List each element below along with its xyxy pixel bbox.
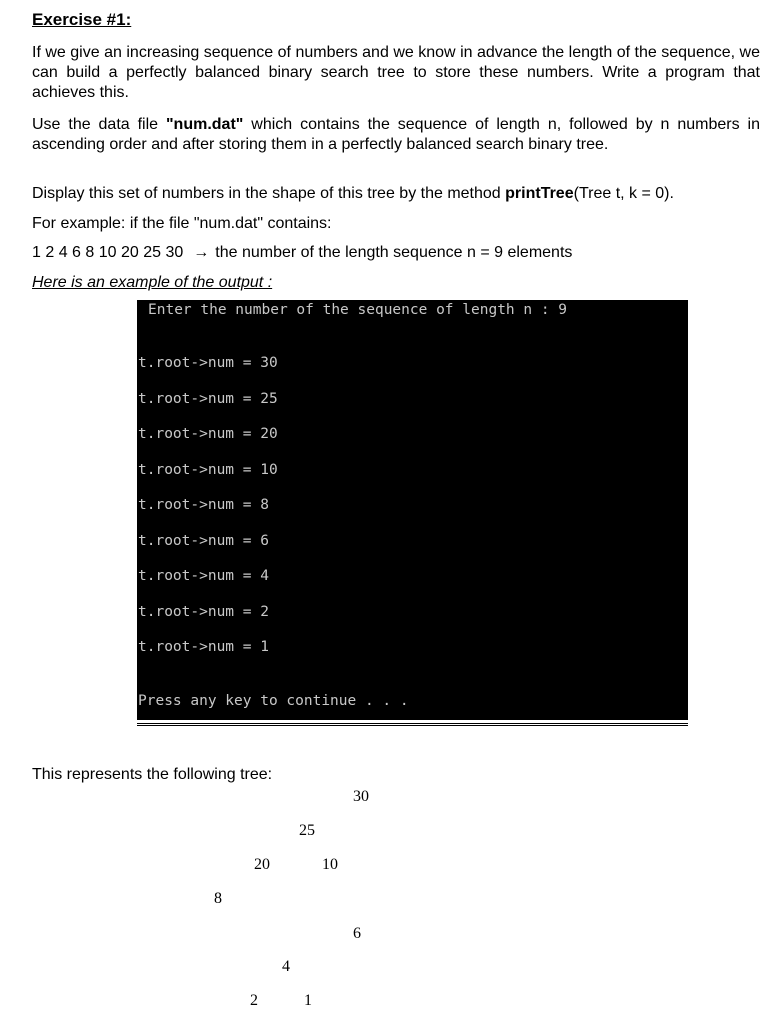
tree-node: 4 <box>282 958 290 975</box>
tree-caption: This represents the following tree: <box>32 766 273 783</box>
example-line: For example: if the file "num.dat" contains: <box>32 215 332 232</box>
console-line: t.root->num = 6 <box>138 533 269 549</box>
console-line: t.root->num = 2 <box>138 604 269 620</box>
display-instruction <box>32 184 674 204</box>
method-name: printTree <box>505 185 574 202</box>
method-signature: (Tree t, k = 0). <box>573 185 674 202</box>
data-file-name: "num.dat" <box>165 116 244 133</box>
console-output <box>137 300 688 720</box>
display-text-before: Display this set of numbers in the shape of this tree by the method <box>32 185 506 202</box>
console-line: t.root->num = 20 <box>138 426 278 442</box>
sequence-numbers: 1 2 4 6 8 10 20 25 30 <box>32 244 184 261</box>
tree-node: 8 <box>214 890 222 907</box>
console-line: t.root->num = 8 <box>138 497 269 513</box>
sequence-note: the number of the length sequence n = 9 elements <box>215 244 573 261</box>
data-file-text-before: Use the data file <box>32 116 166 133</box>
tree-node: 25 <box>299 822 315 839</box>
tree-node: 2 <box>250 992 258 1009</box>
tree-node: 6 <box>353 925 361 942</box>
console-prompt: Enter the number of the sequence of length n : 9 <box>148 302 568 318</box>
console-line: t.root->num = 30 <box>138 355 278 371</box>
console-line: t.root->num = 4 <box>138 568 269 584</box>
console-line: t.root->num = 25 <box>138 391 278 407</box>
data-file-paragraph <box>32 115 760 155</box>
console-footer: Press any key to continue . . . <box>138 693 409 709</box>
tree-node: 20 <box>254 856 270 873</box>
sequence-line <box>32 243 572 263</box>
tree-node: 10 <box>322 856 338 873</box>
arrow-icon: → <box>193 244 210 261</box>
tree-node: 30 <box>353 788 369 805</box>
data-file-text-after: which contains the sequence of length n, followed by n numbers in ascending order and after storing them in a perfectly balanced search binary tree. <box>32 116 760 153</box>
tree-node: 1 <box>304 992 312 1009</box>
exercise-title: Exercise #1: <box>32 10 132 29</box>
console-line: t.root->num = 1 <box>138 639 269 655</box>
divider <box>137 723 688 726</box>
console-line: t.root->num = 10 <box>138 462 278 478</box>
output-heading: Here is an example of the output : <box>32 274 273 291</box>
intro-paragraph: If we give an increasing sequence of numbers and we know in advance the length of the sequence, we can build a perfectly balanced binary search tree to store these numbers. Write a program that achieves this. <box>32 44 760 101</box>
